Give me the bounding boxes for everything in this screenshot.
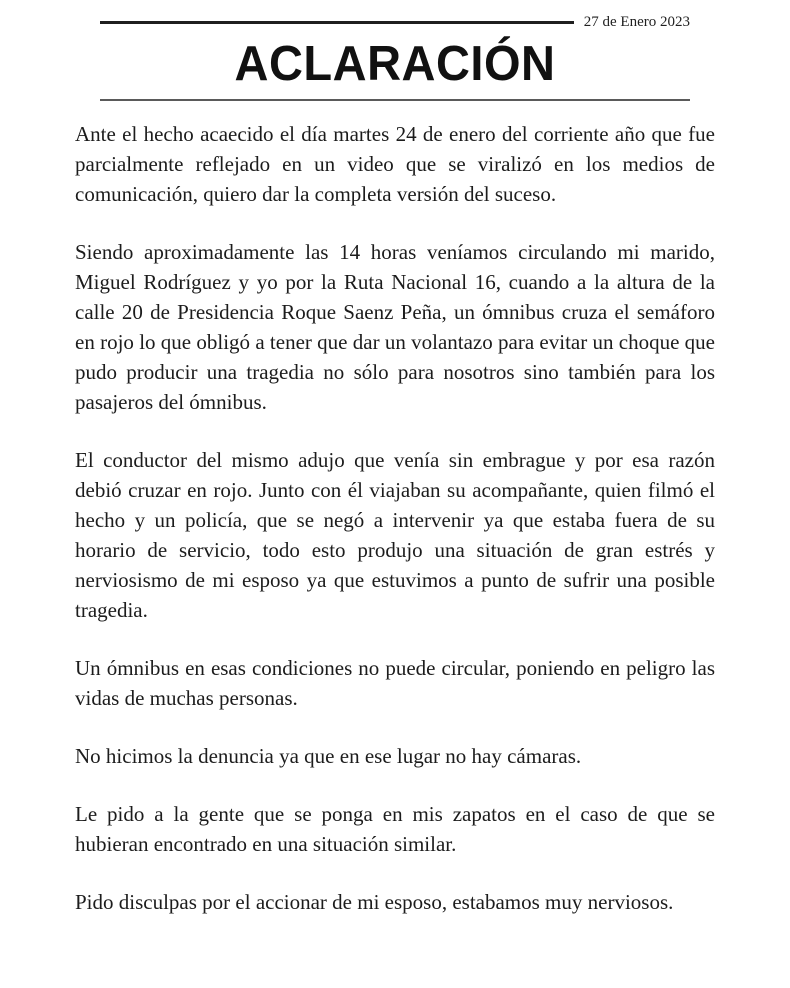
date-label: 27 de Enero 2023 — [583, 14, 690, 30]
document-header — [0, 0, 790, 101]
paragraph: El conductor del mismo adujo que venía sin embrague y por esa razón debió cruzar en rojo. Junto con él viajaban su acompañante, quien filmó el hecho y un policía, que se negó a intervenir ya que estaba fuera de su horario de servicio, todo esto produjo una situación de gran estrés y nerviosismo de mi esposo ya que estuvimos a punto de sufrir una posible tragedia. — [75, 447, 715, 622]
paragraph: Siendo aproximadamente las 14 horas veníamos circulando mi marido, Miguel Rodríguez y yo por la Ruta Nacional 16, cuando a la altura de la calle 20 de Presidencia Roque Saenz Peña, un ómnibus cruza el semáforo en rojo lo que obligó a tener que dar un volantazo para evitar un choque que pudo producir una tragedia no sólo para nosotros sino también para los pasajeros del ómnibus. — [75, 239, 715, 414]
document-body — [0, 101, 790, 917]
paragraph: No hicimos la denuncia ya que en ese lugar no hay cámaras. — [75, 743, 582, 768]
paragraph: Un ómnibus en esas condiciones no puede circular, poniendo en peligro las vidas de muchas personas. — [75, 655, 715, 710]
date-rule-line — [100, 21, 574, 24]
paragraph: Pido disculpas por el accionar de mi esposo, estabamos muy nerviosos. — [75, 889, 674, 914]
paragraph: Le pido a la gente que se ponga en mis zapatos en el caso de que se hubieran encontrado en una situación similar. — [75, 801, 715, 856]
paragraph: Ante el hecho acaecido el día martes 24 de enero del corriente año que fue parcialmente reflejado en un video que se viralizó en los medios de comunicación, quiero dar la completa versión del suceso. — [75, 121, 715, 206]
date-row — [100, 14, 690, 31]
page-title: ACLARACIÓN — [234, 34, 556, 91]
